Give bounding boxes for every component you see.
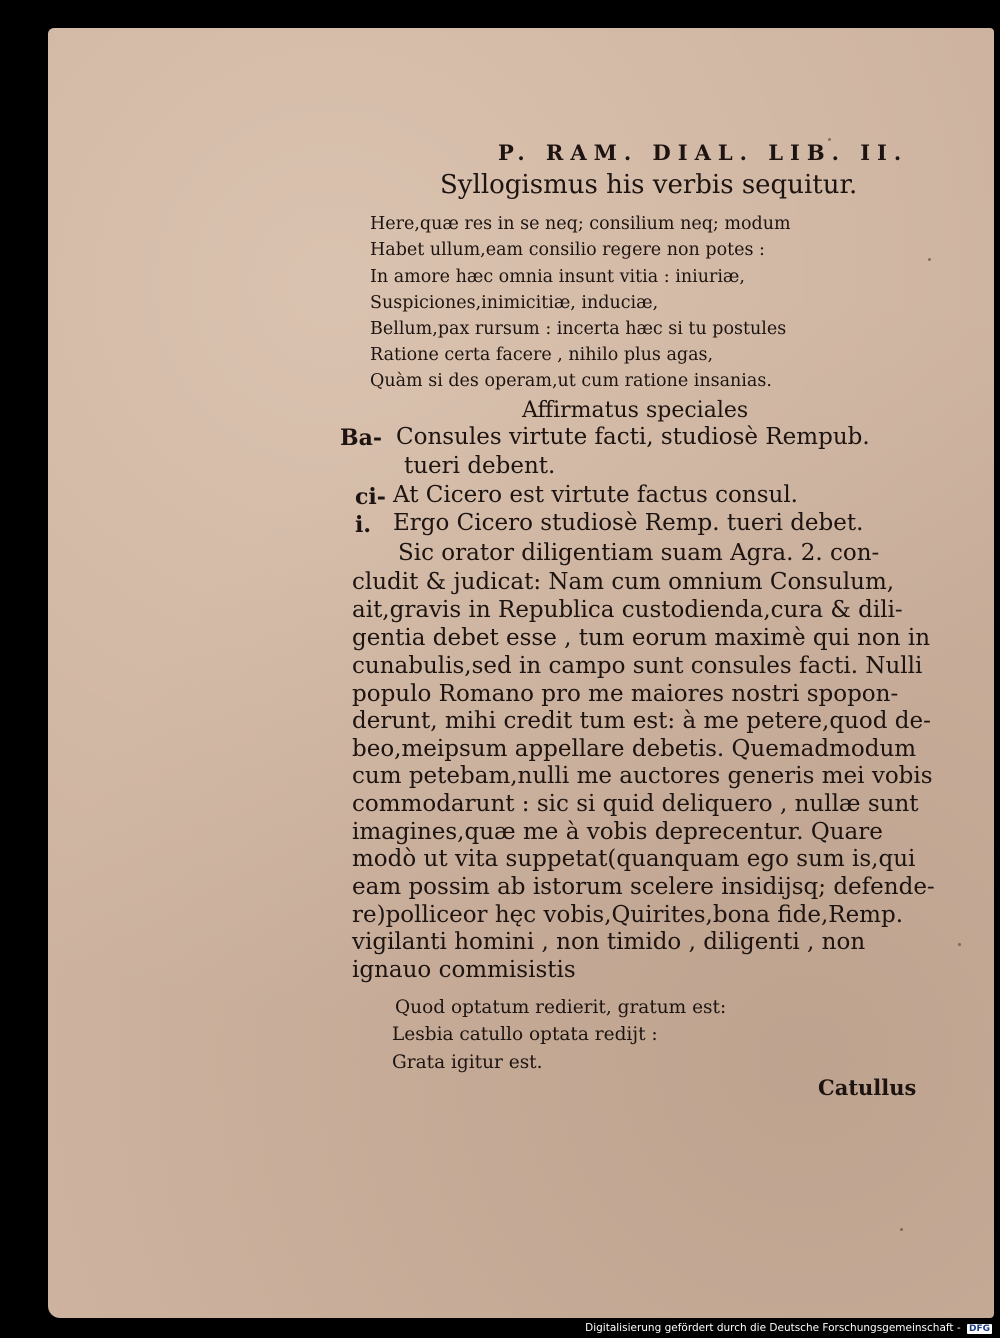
paragraph-line: populo Romano pro me maiores nostri spopon- bbox=[352, 681, 899, 707]
verse-line: Bellum,pax rursum : incerta hæc si tu postules bbox=[370, 319, 787, 339]
syllogism-line: Ergo Cicero studiosè Remp. tueri debet. bbox=[393, 510, 864, 536]
verse-line: Ratione certa facere , nihilo plus agas, bbox=[370, 345, 714, 365]
paragraph-line: ignauo commisistis bbox=[352, 957, 576, 983]
paragraph-line: cum petebam,nulli me auctores generis mei vobis bbox=[352, 763, 933, 789]
catchword: Catullus bbox=[818, 1075, 917, 1100]
paragraph-line: Sic orator diligentiam suam Agra. 2. con- bbox=[398, 540, 880, 566]
syllogism-mark: i. bbox=[355, 512, 372, 538]
verse-line: Suspiciones,inimicitiæ, induciæ, bbox=[370, 293, 659, 313]
digitization-footer bbox=[585, 1322, 992, 1334]
paragraph-line: imagines,quæ me à vobis deprecentur. Quare bbox=[352, 819, 883, 845]
paragraph-line: gentia debet esse , tum eorum maximè qui non in bbox=[352, 625, 931, 651]
paragraph-line: cunabulis,sed in campo sunt consules facti. Nulli bbox=[352, 653, 923, 679]
section-heading: Affirmatus speciales bbox=[522, 398, 749, 423]
verse-line: Here,quæ res in se neq; consilium neq; modum bbox=[370, 214, 791, 234]
syllogism-line: Consules virtute facti, studiosè Rempub. bbox=[396, 424, 870, 450]
quote-line: Grata igitur est. bbox=[392, 1052, 543, 1073]
paragraph-line: modò ut vita suppetat(quanquam ego sum is,qui bbox=[352, 846, 916, 872]
paragraph-line: re)polliceor hęc vobis,Quirites,bona fide,Remp. bbox=[352, 902, 904, 928]
paragraph-line: eam possim ab istorum scelere insidijsq; defende- bbox=[352, 874, 935, 900]
running-header: P. RAM. DIAL. LIB. II. bbox=[498, 140, 909, 165]
quote-line: Lesbia catullo optata redijt : bbox=[392, 1024, 658, 1045]
verse-line: Quàm si des operam,ut cum ratione insanias. bbox=[370, 371, 772, 391]
paragraph-line: ait,gravis in Republica custodienda,cura & dili- bbox=[352, 597, 903, 623]
verse-line: In amore hæc omnia insunt vitia : iniuriæ, bbox=[370, 267, 745, 287]
quote-line: Quod optatum redierit, gratum est: bbox=[395, 997, 727, 1018]
paragraph-line: beo,meipsum appellare debetis. Quemadmodum bbox=[352, 736, 917, 762]
section-subtitle: Syllogismus his verbis sequitur. bbox=[440, 170, 858, 200]
paragraph-line: commodarunt : sic si quid deliquero , nullæ sunt bbox=[352, 791, 919, 817]
dfg-logo: DFG bbox=[968, 1324, 990, 1334]
syllogism-mark: ci- bbox=[355, 484, 386, 510]
paragraph-line: cludit & judicat: Nam cum omnium Consulum, bbox=[352, 569, 895, 595]
paragraph-line: derunt, mihi credit tum est: à me petere,quod de- bbox=[352, 708, 931, 734]
footer-text: Digitalisierung gefördert durch die Deutsche Forschungsgemeinschaft - bbox=[585, 1322, 961, 1334]
verse-line: Habet ullum,eam consilio regere non potes : bbox=[370, 240, 765, 260]
syllogism-line: tueri debent. bbox=[404, 453, 556, 479]
syllogism-mark: Ba- bbox=[340, 425, 382, 451]
paragraph-line: vigilanti homini , non timido , diligenti , non bbox=[352, 929, 866, 955]
syllogism-line: At Cicero est virtute factus consul. bbox=[393, 482, 798, 508]
